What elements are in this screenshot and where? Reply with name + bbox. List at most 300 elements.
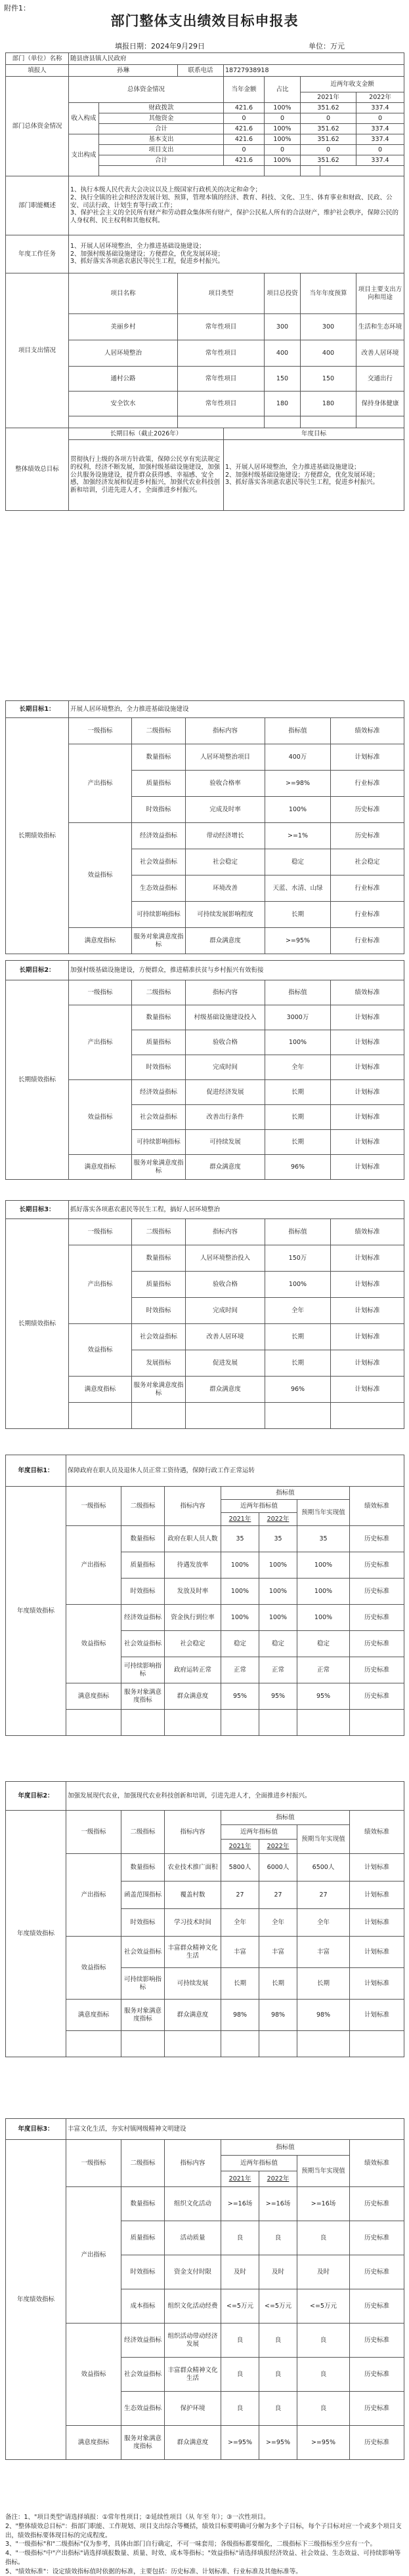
- head-expected: 预期当年实现值: [297, 2156, 350, 2187]
- funds-row-budget: 421.6: [224, 134, 265, 145]
- row-l2: 数量指标: [121, 2187, 165, 2221]
- row-y1: 100%: [221, 1605, 259, 1631]
- row-y2: 正常: [259, 1657, 297, 1683]
- project-cur: 150: [301, 367, 356, 392]
- head-l2: 二级指标: [132, 1219, 186, 1245]
- funds-row-budget: 421.6: [224, 124, 265, 134]
- funds-row-name: 合计: [99, 155, 224, 166]
- row-standard: 历史标准: [350, 1579, 404, 1605]
- funds-row-y1: 0: [301, 145, 356, 155]
- row-expected: 27: [297, 1882, 350, 1909]
- row-l2: 经济效益指标: [132, 1080, 186, 1105]
- project-name: 安全饮水: [69, 392, 178, 416]
- row-l1: 效益指标: [66, 1605, 121, 1683]
- phone-number: 18727938918: [224, 65, 404, 77]
- row-l2: 质量指标: [132, 771, 186, 797]
- row-value: 长期: [265, 1324, 331, 1350]
- row-l2: 数量指标: [121, 1526, 165, 1552]
- row-l1: 满意度指标: [66, 2426, 121, 2460]
- row-standard: 计划标准: [331, 1080, 404, 1105]
- row-y2: 95%: [259, 1683, 297, 1710]
- row-l1: 产出指标: [66, 2187, 121, 2324]
- project-aim: 保持身体健康: [356, 392, 404, 416]
- row-l2: 服务对象满意度指标: [121, 2000, 165, 2031]
- row-l2: 时效指标: [121, 1909, 165, 1937]
- annex-label: 附件1：: [4, 4, 30, 12]
- funds-row-y1: 351.62: [301, 134, 356, 145]
- row-content: 村级基础设施建设投入: [186, 1005, 265, 1030]
- row-standard: 历史标准: [350, 2324, 404, 2358]
- row-standard: 历史标准: [350, 1683, 404, 1710]
- row-expected: 100%: [297, 1552, 350, 1579]
- head-content: 指标内容: [186, 1219, 265, 1245]
- row-y2: 丰富: [259, 1937, 297, 1968]
- row-l2: 时效指标: [132, 1298, 186, 1324]
- goal-label: 长期目标3：: [6, 1201, 69, 1219]
- row-expected: <=5万元: [297, 2289, 350, 2324]
- row-standard: 计划标准: [331, 1350, 404, 1377]
- row-l1: 效益指标: [69, 1080, 132, 1155]
- row-content: 政府在职人员人数: [165, 1526, 221, 1552]
- project-prev: 150: [265, 367, 301, 392]
- row-content: 人居环境整治投入: [186, 1245, 265, 1272]
- row-expected: 100%: [297, 1605, 350, 1631]
- row-standard: 历史标准: [350, 2221, 404, 2255]
- row-l1: 产出指标: [66, 1526, 121, 1605]
- row-content: 组织文化活动经费: [165, 2289, 221, 2324]
- row-content: 可持续发展: [186, 1130, 265, 1155]
- annual-label: 年度工作任务: [6, 235, 69, 273]
- funds-row-name: 其他资金: [99, 113, 224, 124]
- overall-left-head: 长期目标（截止2026年）: [69, 428, 224, 440]
- row-standard: 计划标准: [331, 1005, 404, 1030]
- row-content: 发放及时率: [165, 1579, 221, 1605]
- row-content: 促进经济发展: [186, 1080, 265, 1105]
- row-standard: 计划标准: [331, 1245, 404, 1272]
- row-content: 资金支付时限: [165, 2255, 221, 2289]
- row-content: 丰富群众精神文化生活: [165, 1937, 221, 1968]
- row-standard: 历史标准: [350, 1657, 404, 1683]
- head-value: 指标值: [265, 718, 331, 744]
- goal-text: 丰富文化生活，夯实村镇网级精神文明建设: [66, 2119, 404, 2140]
- project-prev: 400: [265, 340, 301, 367]
- row-content: 丰富群众精神文化生活: [165, 2358, 221, 2392]
- row-y1: 正常: [221, 1657, 259, 1683]
- row-l2: 社会效益指标: [132, 849, 186, 875]
- row-content: 可持续发展: [165, 1968, 221, 2000]
- project-aim: 生活和生态环境: [356, 314, 404, 340]
- head-content: 指标内容: [186, 718, 265, 744]
- row-content: 待遇发放率: [165, 1552, 221, 1579]
- funds-row-budget: 421.6: [224, 155, 265, 166]
- year-goal-2: [5, 1781, 404, 2057]
- row-expected: 6500人: [297, 1854, 350, 1882]
- row-value: 3000万: [265, 1005, 331, 1030]
- projects-head-cur: 当年年度预算: [301, 273, 356, 314]
- head-standard: 绩效标准: [350, 1487, 404, 1526]
- row-l2: 服务对象满意度指标: [121, 2426, 165, 2460]
- row-content: 群众满意度: [186, 1155, 265, 1180]
- row-l1: 产出指标: [69, 1005, 132, 1080]
- amount-unit: 单位：万元: [309, 42, 345, 50]
- row-l1: 产出指标: [69, 1245, 132, 1324]
- row-l2: 函盖范围指标: [121, 1882, 165, 1909]
- row-value: 全年: [265, 1055, 331, 1080]
- row-standard: 计划标准: [331, 1377, 404, 1403]
- funds-row-ratio: 100%: [265, 134, 301, 145]
- funds-year-prev1: 2022年: [356, 92, 404, 103]
- row-y2: 6000人: [259, 1854, 297, 1882]
- goal-label: 年度目标3：: [6, 2119, 66, 2140]
- row-l2: 数量指标: [132, 1245, 186, 1272]
- year-goal-1: [5, 1455, 404, 1736]
- row-standard: 历史标准: [331, 797, 404, 823]
- row-standard: 行业标准: [331, 902, 404, 928]
- duty-text: 1、执行本级人民代表大会决议以及上级国家行政机关的决定和命令； 2、执行全镇的社会和经济发展计划、预算，管理本镇的经济、教育、科技、文化、卫生、体育事业和财政、民政、公安、司法行政、计划生育等行政工作； 3、保护社会主义的全民所有财产和劳动群众集体所有财产，保护公民私人所有的合法财产，维护社会秩序，保障公民的人身权利、民主权利和其他权利。: [69, 176, 404, 235]
- row-l2: 服务对象满意度指标: [132, 928, 186, 954]
- row-y1: 丰富: [221, 1937, 259, 1968]
- row-expected: 丰富: [297, 1937, 350, 1968]
- row-content: 群众满意度: [165, 2000, 221, 2031]
- goal-text: 开展人居环境整治，全力推进基础设施建设: [69, 701, 404, 718]
- funds-row-budget: 0: [224, 113, 265, 124]
- row-y1: 5800人: [221, 1854, 259, 1882]
- expense-label: 支出构成: [69, 134, 99, 176]
- head-l2: 二级指标: [121, 1487, 165, 1526]
- goal-outer-label: 长期绩效指标: [6, 980, 69, 1180]
- footnote: 备注：1、"项目类型"请选择填报：①常年性项目；②延续性项目（从 年至 年）；③一次性项目。: [5, 2514, 270, 2521]
- row-y2: 良: [259, 2392, 297, 2426]
- row-l1: 效益指标: [66, 2324, 121, 2426]
- project-aim: 交通出行: [356, 367, 404, 392]
- head-standard: 绩效标准: [331, 718, 404, 744]
- row-y2: >=16场: [259, 2187, 297, 2221]
- head-l1: 一级指标: [69, 1219, 132, 1245]
- funds-head-item: 总体资金情况: [69, 77, 224, 103]
- row-l2: 服务对象满意度指标: [132, 1377, 186, 1403]
- row-l2: 社会效益指标: [121, 1937, 165, 1968]
- row-l2: 经济效益指标: [121, 1605, 165, 1631]
- row-value: 全年: [265, 1298, 331, 1324]
- row-standard: 计划标准: [350, 1882, 404, 1909]
- row-y1: 长期: [221, 1968, 259, 2000]
- head-year-1: 2021年: [221, 1513, 259, 1526]
- row-value: 400万: [265, 744, 331, 771]
- row-value: 150万: [265, 1245, 331, 1272]
- project-cur: 180: [301, 392, 356, 416]
- funds-head-ratio: 占比: [265, 77, 301, 103]
- project-prev: 180: [265, 392, 301, 416]
- row-expected: 良: [297, 2324, 350, 2358]
- row-standard: 计划标准: [331, 1130, 404, 1155]
- row-standard: 历史标准: [350, 2187, 404, 2221]
- row-content: 组织活动带动经济发展: [165, 2324, 221, 2358]
- row-l1: 效益指标: [69, 1324, 132, 1377]
- funds-row-y2: 0: [356, 145, 404, 155]
- row-value: 长期: [265, 1130, 331, 1155]
- row-expected: 全年: [297, 1909, 350, 1937]
- row-expected: 95%: [297, 1683, 350, 1710]
- row-l2: 成本指标: [121, 2289, 165, 2324]
- funds-row-y1: 351.62: [301, 103, 356, 113]
- row-l1: 满意度指标: [66, 1683, 121, 1710]
- row-y1: 95%: [221, 1683, 259, 1710]
- goal-label: 年度目标2：: [6, 1782, 66, 1811]
- head-l1: 一级指标: [66, 1811, 121, 1854]
- goal-outer-label: 长期绩效指标: [6, 718, 69, 954]
- row-expected: 良: [297, 2392, 350, 2426]
- row-l2: 质量指标: [132, 1272, 186, 1298]
- head-l2: 二级指标: [121, 2140, 165, 2187]
- row-l2: 社会效益指标: [121, 2358, 165, 2392]
- row-standard: 计划标准: [350, 1909, 404, 1937]
- head-value: 指标值: [221, 2140, 350, 2156]
- head-recent: 近两年指标值: [221, 1825, 297, 1840]
- head-l1: 一级指标: [66, 2140, 121, 2187]
- goal-outer-label: 长期绩效指标: [6, 1219, 69, 1429]
- row-value: >=98%: [265, 771, 331, 797]
- head-year-1: 2021年: [221, 2171, 259, 2187]
- goal-outer-label: 年度绩效指标: [6, 1811, 66, 2057]
- duty-label: 部门职能概述: [6, 176, 69, 235]
- row-content: 政府运转正常: [165, 1657, 221, 1683]
- row-value: 长期: [265, 1350, 331, 1377]
- row-l1: 产出指标: [69, 744, 132, 823]
- head-content: 指标内容: [165, 1487, 221, 1526]
- footnote: 3、"一级指标"和"二级指标"仅为参考，具体由部门自行确定，不可一味套用；各级指标都要细化，二级指标下三级指标至少应有一个。: [5, 2541, 377, 2548]
- row-content: 群众满意度: [165, 2426, 221, 2460]
- goal-label: 长期目标2：: [6, 961, 69, 980]
- row-content: 改善出行条件: [186, 1105, 265, 1130]
- row-l2: 社会效益指标: [132, 1105, 186, 1130]
- row-l1: 产出指标: [66, 1854, 121, 1937]
- project-type: 常年性项目: [178, 367, 265, 392]
- row-value: 100%: [265, 1272, 331, 1298]
- long-goal-2: [5, 960, 404, 1180]
- row-y2: 100%: [259, 1579, 297, 1605]
- row-content: 活动质量: [165, 2221, 221, 2255]
- row-y1: 全年: [221, 1909, 259, 1937]
- row-standard: 历史标准: [350, 1631, 404, 1657]
- row-value: >=95%: [265, 928, 331, 954]
- row-l2: 可持续影响指标: [121, 1968, 165, 2000]
- project-cur: 400: [301, 340, 356, 367]
- row-value: 96%: [265, 1155, 331, 1180]
- project-name: 通村公路: [69, 367, 178, 392]
- row-y1: 良: [221, 2221, 259, 2255]
- head-standard: 绩效标准: [331, 1219, 404, 1245]
- funds-head-budget: 当年金额: [224, 77, 265, 103]
- row-value: 天蓝、水清、山绿: [265, 875, 331, 902]
- row-l1: 满意度指标: [66, 2000, 121, 2031]
- goal-text: 加强村级基础设施建设，方便群众，推进精准扶贫与乡村振兴有效衔接: [69, 961, 404, 980]
- row-content: 群众满意度: [186, 1377, 265, 1403]
- row-content: 群众满意度: [186, 928, 265, 954]
- row-l2: 时效指标: [121, 2255, 165, 2289]
- row-y2: 长期: [259, 1968, 297, 2000]
- row-expected: 正常: [297, 1657, 350, 1683]
- row-standard: 计划标准: [350, 1937, 404, 1968]
- funds-row-ratio: 0: [265, 145, 301, 155]
- head-recent: 近两年指标值: [221, 1500, 297, 1513]
- funds-row-budget: 0: [224, 145, 265, 155]
- row-y1: 稳定: [221, 1631, 259, 1657]
- phone-label: 联系电话: [178, 65, 224, 77]
- head-l2: 二级指标: [132, 718, 186, 744]
- row-standard: 计划标准: [331, 1155, 404, 1180]
- footnotes: [5, 2513, 404, 2576]
- head-standard: 绩效标准: [350, 2140, 404, 2187]
- row-expected: 100%: [297, 1579, 350, 1605]
- row-y1: 及时: [221, 2255, 259, 2289]
- funds-row-y2: 337.4: [356, 134, 404, 145]
- row-y1: 良: [221, 2324, 259, 2358]
- row-standard: 计划标准: [331, 1298, 404, 1324]
- row-content: 带动经济增长: [186, 823, 265, 849]
- row-standard: 历史标准: [350, 2426, 404, 2460]
- funds-group-label: 部门总体资金情况: [6, 77, 69, 176]
- annual-text: 1、开展人居环境整治，全力推进基础设施建设； 2、加强村级基础设施建设；方便群众，优化发展环境； 3、抓好落实各项惠农惠民等民生工程，促进乡村振兴。: [69, 235, 404, 273]
- project-name: 人居环境整治: [69, 340, 178, 367]
- row-content: 覆盖村数: [165, 1882, 221, 1909]
- row-l2: 生态效益指标: [121, 2392, 165, 2426]
- row-l1: 满意度指标: [69, 1155, 132, 1180]
- row-content: 完成及时率: [186, 797, 265, 823]
- row-y2: >=95%: [259, 2426, 297, 2460]
- row-standard: 计划标准: [331, 1272, 404, 1298]
- row-y1: <=5万元: [221, 2289, 259, 2324]
- head-l1: 一级指标: [66, 1487, 121, 1526]
- row-l2: 时效指标: [121, 1579, 165, 1605]
- row-y1: >=16场: [221, 2187, 259, 2221]
- row-y2: 良: [259, 2324, 297, 2358]
- project-type: 常年性项目: [178, 392, 265, 416]
- row-l2: 经济效益指标: [132, 823, 186, 849]
- funds-row-name: 财政拨款: [99, 103, 224, 113]
- row-content: 社会稳定: [186, 849, 265, 875]
- row-standard: 计划标准: [331, 1105, 404, 1130]
- projects-head-name: 项目名称: [69, 273, 178, 314]
- row-content: 完成时间: [186, 1055, 265, 1080]
- filler-name: 孙琳: [69, 65, 178, 77]
- head-content: 指标内容: [165, 2140, 221, 2187]
- row-l2: 发展指标: [132, 1350, 186, 1377]
- head-l2: 二级指标: [121, 1811, 165, 1854]
- row-content: 群众满意度: [165, 1683, 221, 1710]
- funds-row-name: 基本支出: [99, 134, 224, 145]
- goal-outer-label: 年度绩效指标: [6, 2140, 66, 2460]
- row-content: 验收合格: [186, 1272, 265, 1298]
- row-expected: 良: [297, 2221, 350, 2255]
- funds-row-y2: 0: [356, 113, 404, 124]
- row-standard: 社会稳定: [331, 849, 404, 875]
- row-expected: 长期: [297, 1968, 350, 2000]
- row-value: >=1%: [265, 823, 331, 849]
- row-l2: 服务对象满意度指标: [121, 1683, 165, 1710]
- row-l2: 质量指标: [132, 1030, 186, 1055]
- head-value: 指标值: [265, 980, 331, 1005]
- funds-row-ratio: 0: [265, 113, 301, 124]
- overall-right-text: 1、开展人居环境整治，全力推进基础设施建设； 2、加强村级基础设施建设；方便群众，优化发展环境； 3、抓好落实各项惠农惠民等民生工程，促进乡村振兴。: [224, 440, 404, 511]
- row-standard: 历史标准: [331, 823, 404, 849]
- unit-name: 随县唐县镇人民政府: [69, 53, 404, 65]
- row-expected: 35: [297, 1526, 350, 1552]
- row-content: 验收合格: [186, 1030, 265, 1055]
- row-content: 农业技术推广面积: [165, 1854, 221, 1882]
- row-y2: 98%: [259, 2000, 297, 2031]
- head-standard: 绩效标准: [350, 1811, 404, 1854]
- row-l2: 可持续影响指标: [132, 1130, 186, 1155]
- row-y1: 100%: [221, 1552, 259, 1579]
- row-l2: 质量指标: [121, 1552, 165, 1579]
- year-goal-3: [5, 2118, 404, 2460]
- head-content: 指标内容: [165, 1811, 221, 1854]
- long-goal-1: [5, 700, 404, 954]
- row-value: 稳定: [265, 849, 331, 875]
- funds-row-ratio: 100%: [265, 155, 301, 166]
- row-standard: 历史标准: [350, 1552, 404, 1579]
- funds-row-y2: 337.4: [356, 155, 404, 166]
- row-value: 长期: [265, 902, 331, 928]
- goal-text: 加强发展现代农业，加强现代农业科技创新和培训，引进先进人才，全面推进乡村振兴。: [66, 1782, 404, 1811]
- row-l2: 数量指标: [121, 1854, 165, 1882]
- row-l2: 经济效益指标: [121, 2324, 165, 2358]
- row-y1: 98%: [221, 2000, 259, 2031]
- projects-label: 项目支出情况: [6, 273, 69, 428]
- row-value: 96%: [265, 1377, 331, 1403]
- row-l2: 服务对象满意度指标: [132, 1155, 186, 1180]
- page-title: 部门整体支出绩效目标申报表: [110, 12, 299, 29]
- row-content: 资金执行到位率: [165, 1605, 221, 1631]
- row-y1: 100%: [221, 1579, 259, 1605]
- head-value: 指标值: [221, 1811, 350, 1825]
- row-y1: 35: [221, 1526, 259, 1552]
- row-y1: 27: [221, 1882, 259, 1909]
- head-value: 指标值: [221, 1487, 350, 1500]
- row-standard: 计划标准: [331, 744, 404, 771]
- row-standard: 行业标准: [331, 771, 404, 797]
- head-expected: 预期当年实现值: [297, 1500, 350, 1526]
- main-table: [5, 52, 404, 511]
- row-y1: 良: [221, 2358, 259, 2392]
- projects-head-aim: 项目主要支出方向和用途: [356, 273, 404, 314]
- row-l2: 质量指标: [121, 2221, 165, 2255]
- row-l2: 社会效益指标: [121, 1631, 165, 1657]
- row-l2: 可持续影响指标: [121, 1657, 165, 1683]
- row-standard: 行业标准: [331, 875, 404, 902]
- project-cur: 300: [301, 314, 356, 340]
- funds-head-recent: 近两年收支金额: [301, 77, 404, 92]
- row-standard: 历史标准: [350, 2392, 404, 2426]
- row-l2: 数量指标: [132, 744, 186, 771]
- row-l2: 可持续影响指标: [132, 902, 186, 928]
- goal-label: 长期目标1：: [6, 701, 69, 718]
- goal-label: 年度目标1：: [6, 1455, 66, 1487]
- row-content: 促进发展: [186, 1350, 265, 1377]
- row-y2: <=5万元: [259, 2289, 297, 2324]
- footnote: 4、"一级指标"中"产出指标"请选择填报数量、质量、时效、成本等指标；"效益指标"请选择填报经济效益、社会效益、生态效益、可持续影响等指标。: [5, 2550, 401, 2566]
- row-content: 保护环境: [165, 2392, 221, 2426]
- unit-label: 部门（单位）名称: [6, 53, 69, 65]
- row-expected: >=16场: [297, 2187, 350, 2221]
- row-value: 长期: [265, 1105, 331, 1130]
- project-type: 常年性项目: [178, 340, 265, 367]
- row-standard: 历史标准: [350, 1605, 404, 1631]
- project-name: 美丽乡村: [69, 314, 178, 340]
- head-standard: 绩效标准: [331, 980, 404, 1005]
- row-l1: 效益指标: [69, 823, 132, 928]
- row-standard: 历史标准: [350, 2358, 404, 2392]
